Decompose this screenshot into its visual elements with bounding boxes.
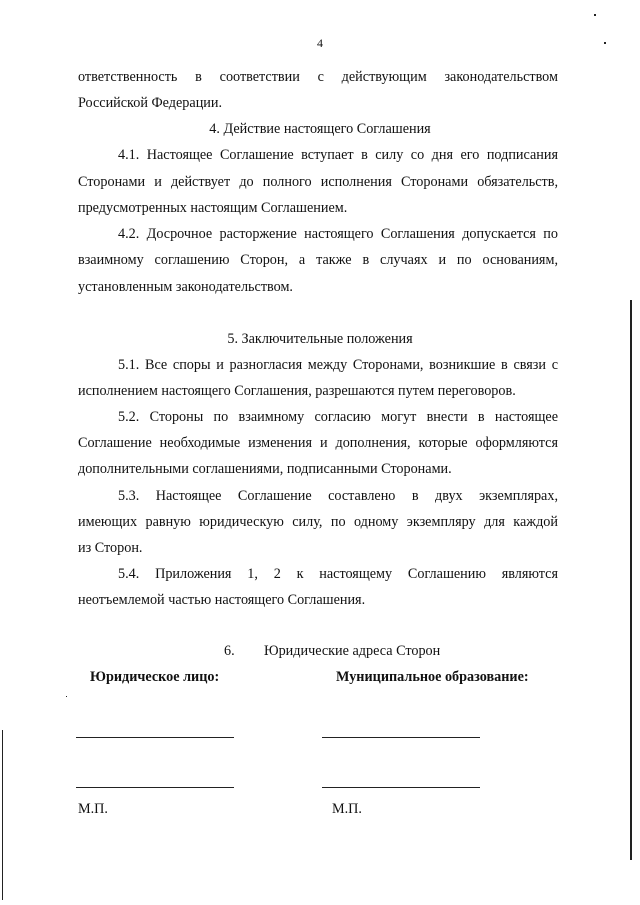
signature-line-left-1 xyxy=(76,737,234,738)
text-line: 5.3. Настоящее Соглашение составлено в двух экземплярах, xyxy=(118,488,558,504)
scan-edge-right xyxy=(630,300,632,860)
text-line: Российской Федерации. xyxy=(78,95,223,111)
text-line: установленным законодательством. xyxy=(78,279,293,295)
signature-line-right-2 xyxy=(322,787,480,788)
signature-line-left-2 xyxy=(76,787,234,788)
text-line: 5.2. Стороны по взаимному согласию могут внести в настоящее xyxy=(118,409,558,425)
text-line: Соглашение необходимые изменения и дополнения, которые оформляются xyxy=(78,435,558,451)
stamp-placeholder-left: М.П. xyxy=(78,801,108,817)
text-line: взаимному соглашению Сторон, а также в случаях и по основаниям, xyxy=(78,252,558,268)
text-line: предусмотренных настоящим Соглашением. xyxy=(78,200,348,216)
page-number: 4 xyxy=(317,36,323,50)
text-line: 5.1. Все споры и разногласия между Сторонами, возникшие в связи с xyxy=(118,357,558,373)
text-line: исполнением настоящего Соглашения, разрешаются путем переговоров. xyxy=(78,383,516,399)
text-line: ответственность в соответствии с действующим законодательством xyxy=(78,69,558,85)
scan-speck xyxy=(66,696,67,697)
scan-speck xyxy=(604,42,606,44)
stamp-placeholder-right: М.П. xyxy=(332,801,362,817)
section-heading-5: 5. Заключительные положения xyxy=(227,331,413,347)
municipality-label: Муниципальное образование: xyxy=(336,669,529,685)
signature-line-right-1 xyxy=(322,737,480,738)
text-line: неотъемлемой частью настоящего Соглашения. xyxy=(78,592,366,608)
text-line: из Сторон. xyxy=(78,540,143,556)
legal-entity-label: Юридическое лицо: xyxy=(90,669,220,685)
text-line: 4.2. Досрочное расторжение настоящего Соглашения допускается по xyxy=(118,226,558,242)
scan-edge-left xyxy=(2,730,3,900)
section-heading-4: 4. Действие настоящего Соглашения xyxy=(209,121,431,137)
text-line: дополнительными соглашениями, подписанными Сторонами. xyxy=(78,461,452,477)
text-line: 5.4. Приложения 1, 2 к настоящему Соглашению являются xyxy=(118,566,558,582)
section-heading-6-title: Юридические адреса Сторон xyxy=(264,643,441,659)
text-line: имеющих равную юридическую силу, по одному экземпляру для каждой xyxy=(78,514,558,530)
section-heading-6-number: 6. xyxy=(224,643,235,659)
text-line: Сторонами и действует до полного исполнения Сторонами обязательств, xyxy=(78,174,558,190)
text-line: 4.1. Настоящее Соглашение вступает в силу со дня его подписания xyxy=(118,147,558,163)
scan-speck xyxy=(594,14,596,16)
